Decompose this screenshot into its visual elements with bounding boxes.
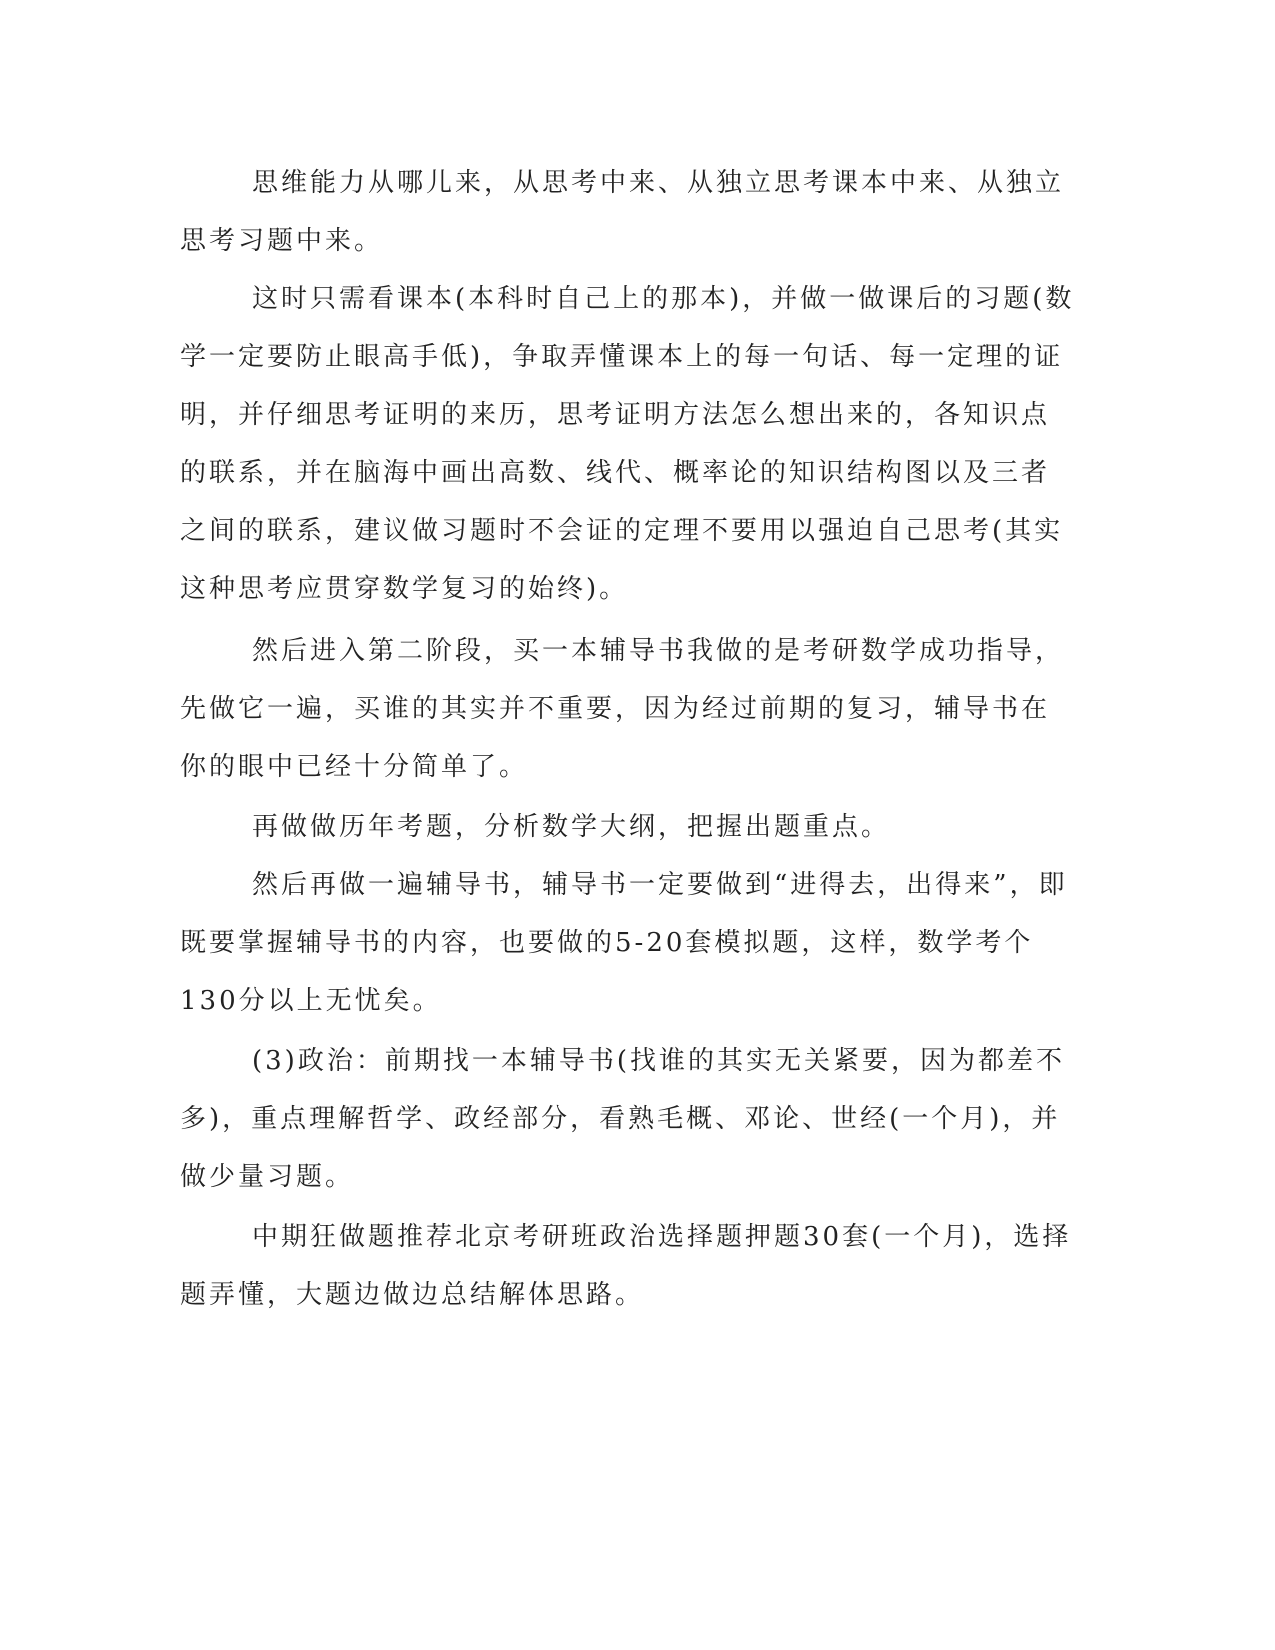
text-line: 先做它一遍，买谁的其实并不重要，因为经过前期的复习，辅导书在 — [180, 694, 1051, 724]
text-line: 既要掌握辅导书的内容，也要做的5-20套模拟题，这样，数学考个 — [180, 928, 1034, 958]
text-line: 思维能力从哪儿来，从思考中来、从独立思考课本中来、从独立 — [252, 168, 1065, 198]
text-line: 130分以上无忧矣。 — [180, 986, 442, 1016]
text-line: 然后再做一遍辅导书，辅导书一定要做到“进得去，出得来”，即 — [252, 870, 1068, 900]
text-line: 这种思考应贯穿数学复习的始终)。 — [180, 574, 629, 604]
text-line: 思考习题中来。 — [180, 226, 384, 256]
text-line: 你的眼中已经十分简单了。 — [180, 752, 529, 782]
text-line: 明，并仔细思考证明的来历，思考证明方法怎么想出来的，各知识点 — [180, 400, 1051, 430]
text-line: 中期狂做题推荐北京考研班政治选择题押题30套(一个月)，选择 — [252, 1222, 1072, 1252]
text-line: 的联系，并在脑海中画出高数、线代、概率论的知识结构图以及三者 — [180, 458, 1051, 488]
text-line: (3)政治：前期找一本辅导书(找谁的其实无关紧要，因为都差不 — [252, 1046, 1065, 1076]
text-line: 再做做历年考题，分析数学大纲，把握出题重点。 — [252, 812, 891, 842]
text-line: 这时只需看课本(本科时自己上的那本)，并做一做课后的习题(数 — [252, 284, 1075, 314]
text-line: 题弄懂，大题边做边总结解体思路。 — [180, 1280, 645, 1310]
text-line: 学一定要防止眼高手低)，争取弄懂课本上的每一句话、每一定理的证 — [180, 342, 1064, 372]
text-line: 之间的联系，建议做习题时不会证的定理不要用以强迫自己思考(其实 — [180, 516, 1064, 546]
text-line: 做少量习题。 — [180, 1162, 355, 1192]
text-line: 多)，重点理解哲学、政经部分，看熟毛概、邓论、世经(一个月)，并 — [180, 1104, 1061, 1134]
text-line: 然后进入第二阶段，买一本辅导书我做的是考研数学成功指导， — [252, 636, 1065, 666]
